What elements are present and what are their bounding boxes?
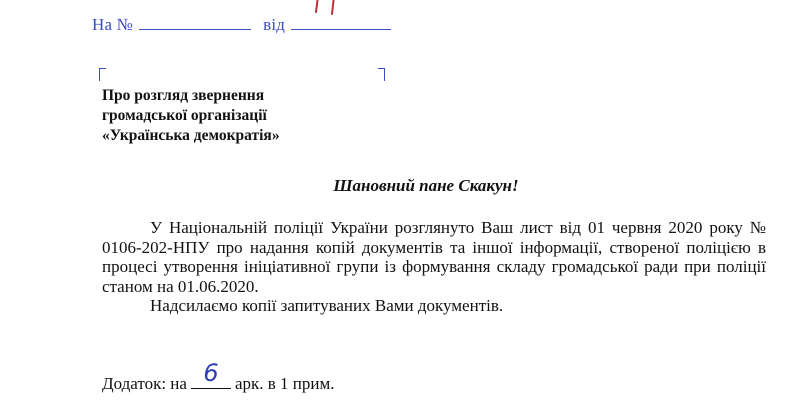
attachment-count-field [191, 359, 231, 389]
subject-line: «Українська демократія» [102, 127, 280, 144]
salutation-text: Шановний пане Скакун! [333, 176, 519, 195]
body-paragraph: Надсилаємо копії запитуваних Вами документів. [150, 296, 504, 315]
salutation [0, 176, 800, 196]
reference-date-field[interactable] [291, 15, 391, 30]
attachment-suffix: арк. в 1 прим. [234, 374, 335, 393]
letter-body [102, 218, 766, 316]
reference-number-field[interactable] [139, 15, 251, 30]
attachment-line [102, 359, 335, 394]
subject-block [102, 86, 280, 146]
reference-date-label: від [263, 15, 286, 34]
reference-line [92, 15, 391, 35]
subject-line: громадської організації [102, 107, 267, 124]
subject-bracket-left [99, 68, 106, 81]
body-paragraph: У Національній поліції України розглянуто Ваш лист від 01 червня 2020 року № 0106-202-НПУ про надання копій документів та іншої інформації, створеної поліцією в процесі утворення ініціативної групи із формування складу громадської ради при поліції станом на 01.06.2020. [102, 218, 766, 296]
subject-bracket-right [378, 68, 385, 81]
subject-line: Про розгляд звернення [102, 87, 265, 104]
attachment-prefix: Додаток: на [102, 374, 187, 393]
reference-number-label: На № [92, 15, 134, 34]
attachment-count-handwritten: 6 [203, 359, 219, 387]
handwritten-mark [312, 0, 356, 16]
